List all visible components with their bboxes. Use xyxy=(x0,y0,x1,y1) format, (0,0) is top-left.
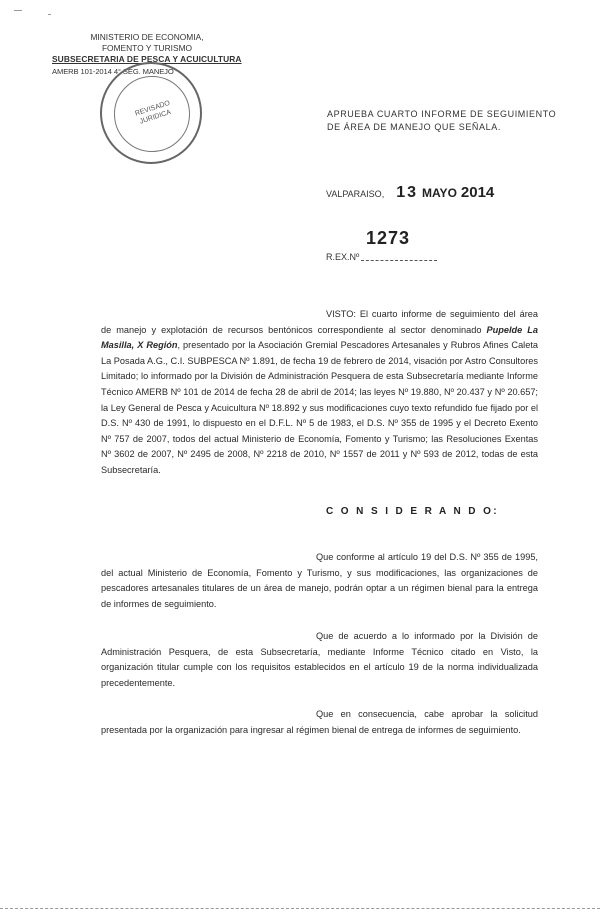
considerando-2-rest: de Administración Pesquera, de esta Subsecretaría, mediante Informe Técnico citado en Visto, la organización titular cumple con los requisitos establecidos en el artículo 19 de la norma individualizada precedentemente. xyxy=(101,631,538,688)
date-month: MAYO xyxy=(422,186,457,200)
resolution-subject: APRUEBA CUARTO INFORME DE SEGUIMIENTO DE ÁREA DE MANEJO QUE SEÑALA. xyxy=(327,109,557,132)
considerando-1-first: Que conforme al artículo 19 del D.S. Nº 355 de xyxy=(316,552,512,562)
visto-text-rest-1: de manejo y explotación de recursos bentónicos correspondiente al sector denominado xyxy=(101,324,487,335)
number-underline xyxy=(361,260,437,261)
subsecretaria-line: SUBSECRETARIA DE PESCA Y ACUICULTURA xyxy=(52,54,242,65)
date-year: 2014 xyxy=(460,184,495,201)
scan-mark xyxy=(48,14,51,15)
ministry-line-2: FOMENTO Y TURISMO xyxy=(101,43,193,54)
visto-text-rest-2: , presentado por la Asociación Gremial Pescadores Artesanales y Rubros Afines Caleta La Posada A.G., C.I. SUBPESCA Nº 1.891, de fecha 19 de febrero de 2014, visación por Astro Consultores Limitado; lo informado por la División de Administración Pesquera de esta Subsecretaría mediante Informe Técnico AMERB Nº 101 de 2014 de fecha 28 de abril de 2014; las leyes Nº 19.880, Nº 20.437 y Nº 20.657; la Ley General de Pesca y Acuicultura Nº 18.892 y sus modificaciones cuyo texto refundido fue fijado por el D.S. Nº 430 de 1991, lo dispuesto en el D.F.L. Nº 5 de 1983, el D.S. Nº 355 de 1995 y el Decreto Exento Nº 757 de 2007, todos del actual Ministerio de Economía, Fomento y Turismo; las Resoluciones Exentas Nº 3602 de 2007, Nº 2495 de 2008, Nº 2218 de 2010, Nº 1557 de 2011 y Nº 593 de 2012, todas de esta Subsecretaría. xyxy=(101,340,538,475)
resolution-label: R.EX.Nº xyxy=(326,252,360,262)
stamp-text: REVISADO JURIDICA xyxy=(134,99,172,126)
page-bottom-edge xyxy=(0,908,600,910)
considerando-paragraph-3 xyxy=(101,707,538,738)
visto-lead: VISTO: xyxy=(326,309,356,319)
considerando-2-first: Que de acuerdo a lo informado por la División xyxy=(316,631,523,641)
resolution-label-line xyxy=(326,252,437,262)
considerando-3-first: Que en consecuencia, cabe aprobar la solicitud xyxy=(316,709,538,719)
reference-code: AMERB 101-2014 4° SEG. MANEJO xyxy=(52,66,174,76)
scan-mark xyxy=(14,10,22,11)
ministry-line: MINISTERIO DE ECONOMIA, xyxy=(90,32,204,42)
visto-text-first: El cuarto informe de seguimiento del área xyxy=(355,309,538,319)
considerando-3-rest: presentada por la organización para ingresar al régimen bienal de entrega de informes de seguimiento. xyxy=(101,724,521,735)
date-day: 13 xyxy=(396,184,418,201)
considerando-paragraph-1 xyxy=(101,550,538,612)
official-stamp xyxy=(100,62,202,164)
date-line xyxy=(326,184,494,202)
considerando-title: C O N S I D E R A N D O: xyxy=(326,506,499,517)
considerando-1-rest: 1995, del actual Ministerio de Economía, Fomento y Turismo, y sus modificaciones, las organizaciones de pescadores artesanales titulares de un área de manejo, podrán optar a un régimen bienal para la entrega de informes de seguimiento. xyxy=(101,552,538,609)
date-city: VALPARAISO, xyxy=(326,189,385,199)
visto-paragraph xyxy=(101,307,538,479)
resolution-number: 1273 xyxy=(366,228,411,248)
sector-name: Pupelde La Masilla, X Región xyxy=(101,324,538,351)
considerando-paragraph-2 xyxy=(101,629,538,691)
